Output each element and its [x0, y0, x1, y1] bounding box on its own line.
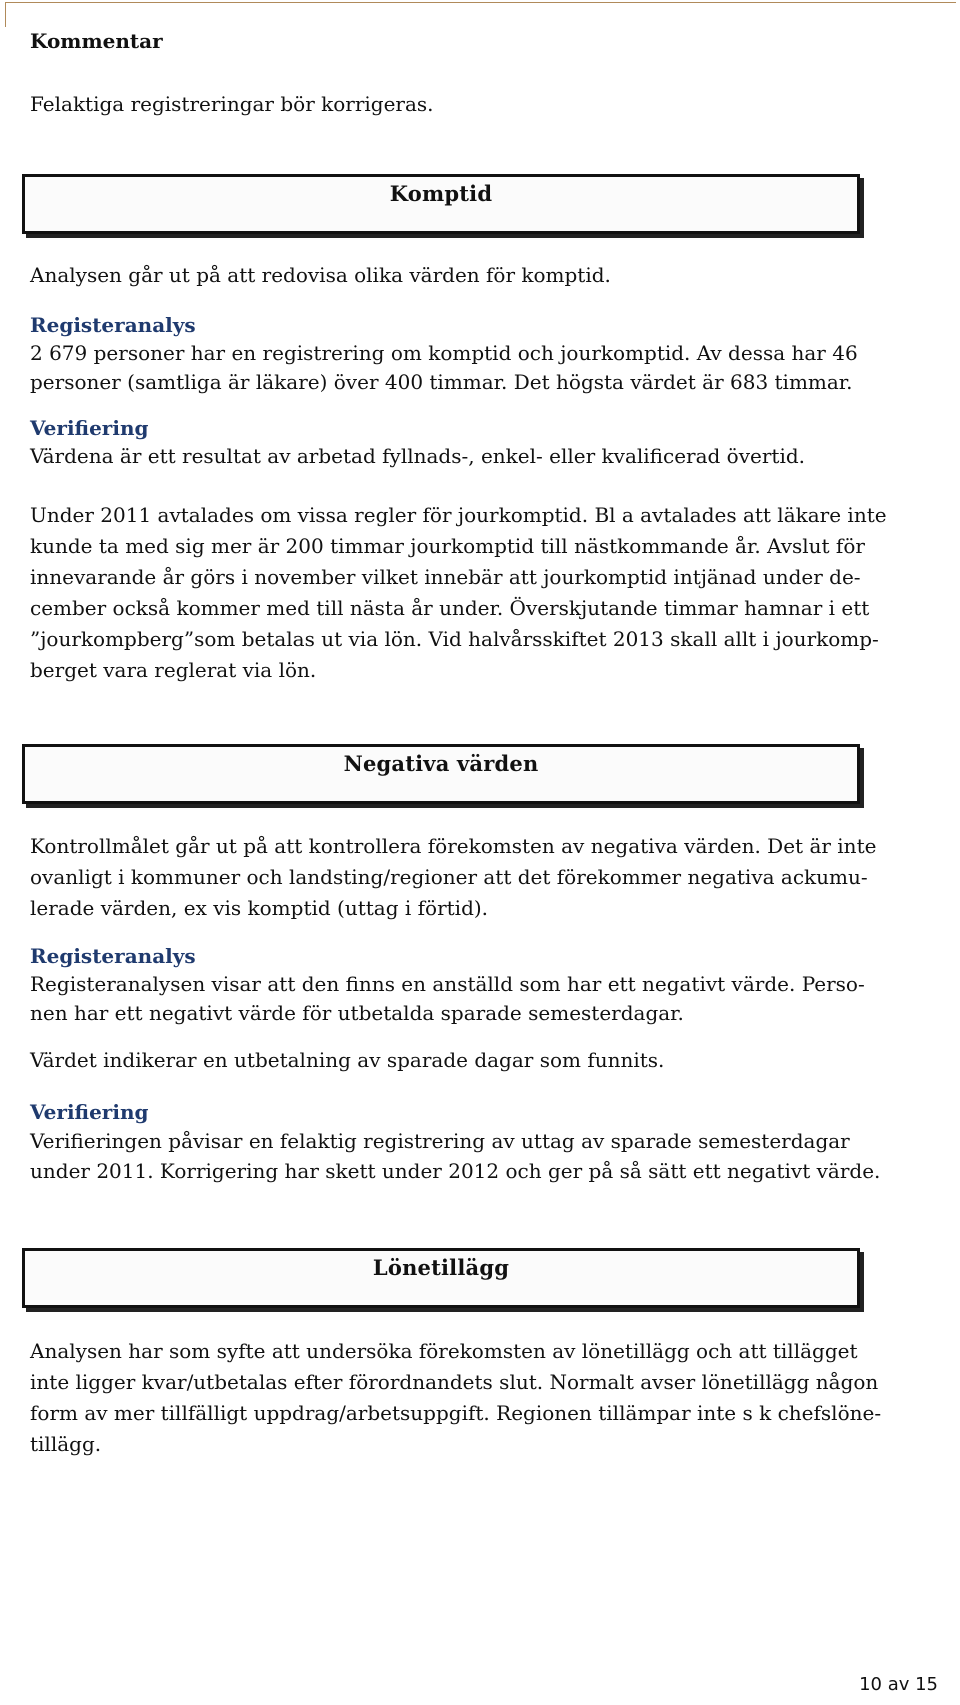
page-number: 10 av 15: [859, 1674, 938, 1695]
komptid-title: Komptid: [389, 181, 493, 206]
komptid-verifiering: [30, 414, 805, 471]
negativa-registeranalys-heading: Registeranalys: [30, 944, 196, 968]
negativa-title: Negativa värden: [343, 751, 539, 776]
lonetillagg-intro-line: Analysen har som syfte att undersöka förekomsten av lönetillägg och att tillägget: [30, 1339, 858, 1363]
komptid-registeranalys: [30, 311, 858, 397]
kommentar-text: Felaktiga registreringar bör korrigeras.: [30, 92, 434, 116]
komptid-extra-line: berget vara reglerat via lön.: [30, 658, 317, 682]
komptid-extra-line: cember också kommer med till nästa år under. Överskjutande timmar hamnar i ett: [30, 596, 870, 620]
komptid-extra-line: Under 2011 avtalades om vissa regler för jourkomptid. Bl a avtalades att läkare inte: [30, 503, 887, 527]
negativa-intro: [30, 831, 876, 924]
lonetillagg-intro-line: tillägg.: [30, 1432, 102, 1456]
komptid-registeranalys-heading: Registeranalys: [30, 313, 196, 337]
komptid-registeranalys-line: 2 679 personer har en registrering om komptid och jourkomptid. Av dessa har 46: [30, 341, 858, 365]
komptid-extra-line: innevarande år görs i november vilket innebär att jourkomptid intjänad under de-: [30, 565, 861, 589]
komptid-title-box: [22, 174, 860, 234]
kommentar-section: [30, 27, 163, 55]
komptid-verifiering-heading: Verifiering: [30, 416, 149, 440]
negativa-indikerar-block: [30, 1045, 664, 1076]
page-corner-mark: [5, 2, 956, 27]
negativa-registeranalys-line: nen har ett negativt värde för utbetalda sparade semesterdagar.: [30, 1001, 684, 1025]
negativa-verifiering-line: under 2011. Korrigering har skett under 2012 och ger på så sätt ett negativt värde.: [30, 1159, 881, 1183]
komptid-extra-line: kunde ta med sig mer är 200 timmar jourkomptid till nästkommande år. Avslut för: [30, 534, 865, 558]
negativa-intro-line: Kontrollmålet går ut på att kontrollera förekomsten av negativa värden. Det är inte: [30, 834, 877, 858]
lonetillagg-title-box: [22, 1248, 860, 1308]
lonetillagg-intro: [30, 1336, 881, 1460]
kommentar-text-block: [30, 89, 434, 120]
negativa-indikerar: Värdet indikerar en utbetalning av sparade dagar som funnits.: [30, 1048, 665, 1072]
negativa-verifiering-line: Verifieringen påvisar en felaktig registrering av uttag av sparade semesterdagar: [30, 1129, 850, 1153]
negativa-registeranalys: [30, 942, 865, 1028]
lonetillagg-title: Lönetillägg: [372, 1255, 510, 1280]
komptid-extra: [30, 500, 887, 686]
komptid-registeranalys-line: personer (samtliga är läkare) över 400 timmar. Det högsta värdet är 683 timmar.: [30, 370, 853, 394]
lonetillagg-intro-line: inte ligger kvar/utbetalas efter förordnandets slut. Normalt avser lönetillägg någon: [30, 1370, 879, 1394]
komptid-verifiering-text: Värdena är ett resultat av arbetad fyllnads-, enkel- eller kvalificerad övertid.: [30, 444, 806, 468]
kommentar-heading: Kommentar: [30, 29, 163, 53]
komptid-intro: Analysen går ut på att redovisa olika värden för komptid.: [30, 263, 611, 287]
negativa-verifiering: [30, 1098, 880, 1186]
negativa-intro-line: ovanligt i kommuner och landsting/regioner att det förekommer negativa ackumu-: [30, 865, 868, 889]
komptid-extra-line: ”jourkompberg”som betalas ut via lön. Vid halvårsskiftet 2013 skall allt i jourkomp-: [30, 627, 879, 651]
negativa-intro-line: lerade värden, ex vis komptid (uttag i förtid).: [30, 896, 489, 920]
negativa-verifiering-heading: Verifiering: [30, 1100, 149, 1124]
lonetillagg-intro-line: form av mer tillfälligt uppdrag/arbetsuppgift. Regionen tillämpar inte s k chefslöne-: [30, 1401, 882, 1425]
negativa-registeranalys-line: Registeranalysen visar att den finns en anställd som har ett negativt värde. Perso-: [30, 972, 865, 996]
negativa-title-box: [22, 744, 860, 804]
komptid-intro-block: [30, 260, 611, 291]
